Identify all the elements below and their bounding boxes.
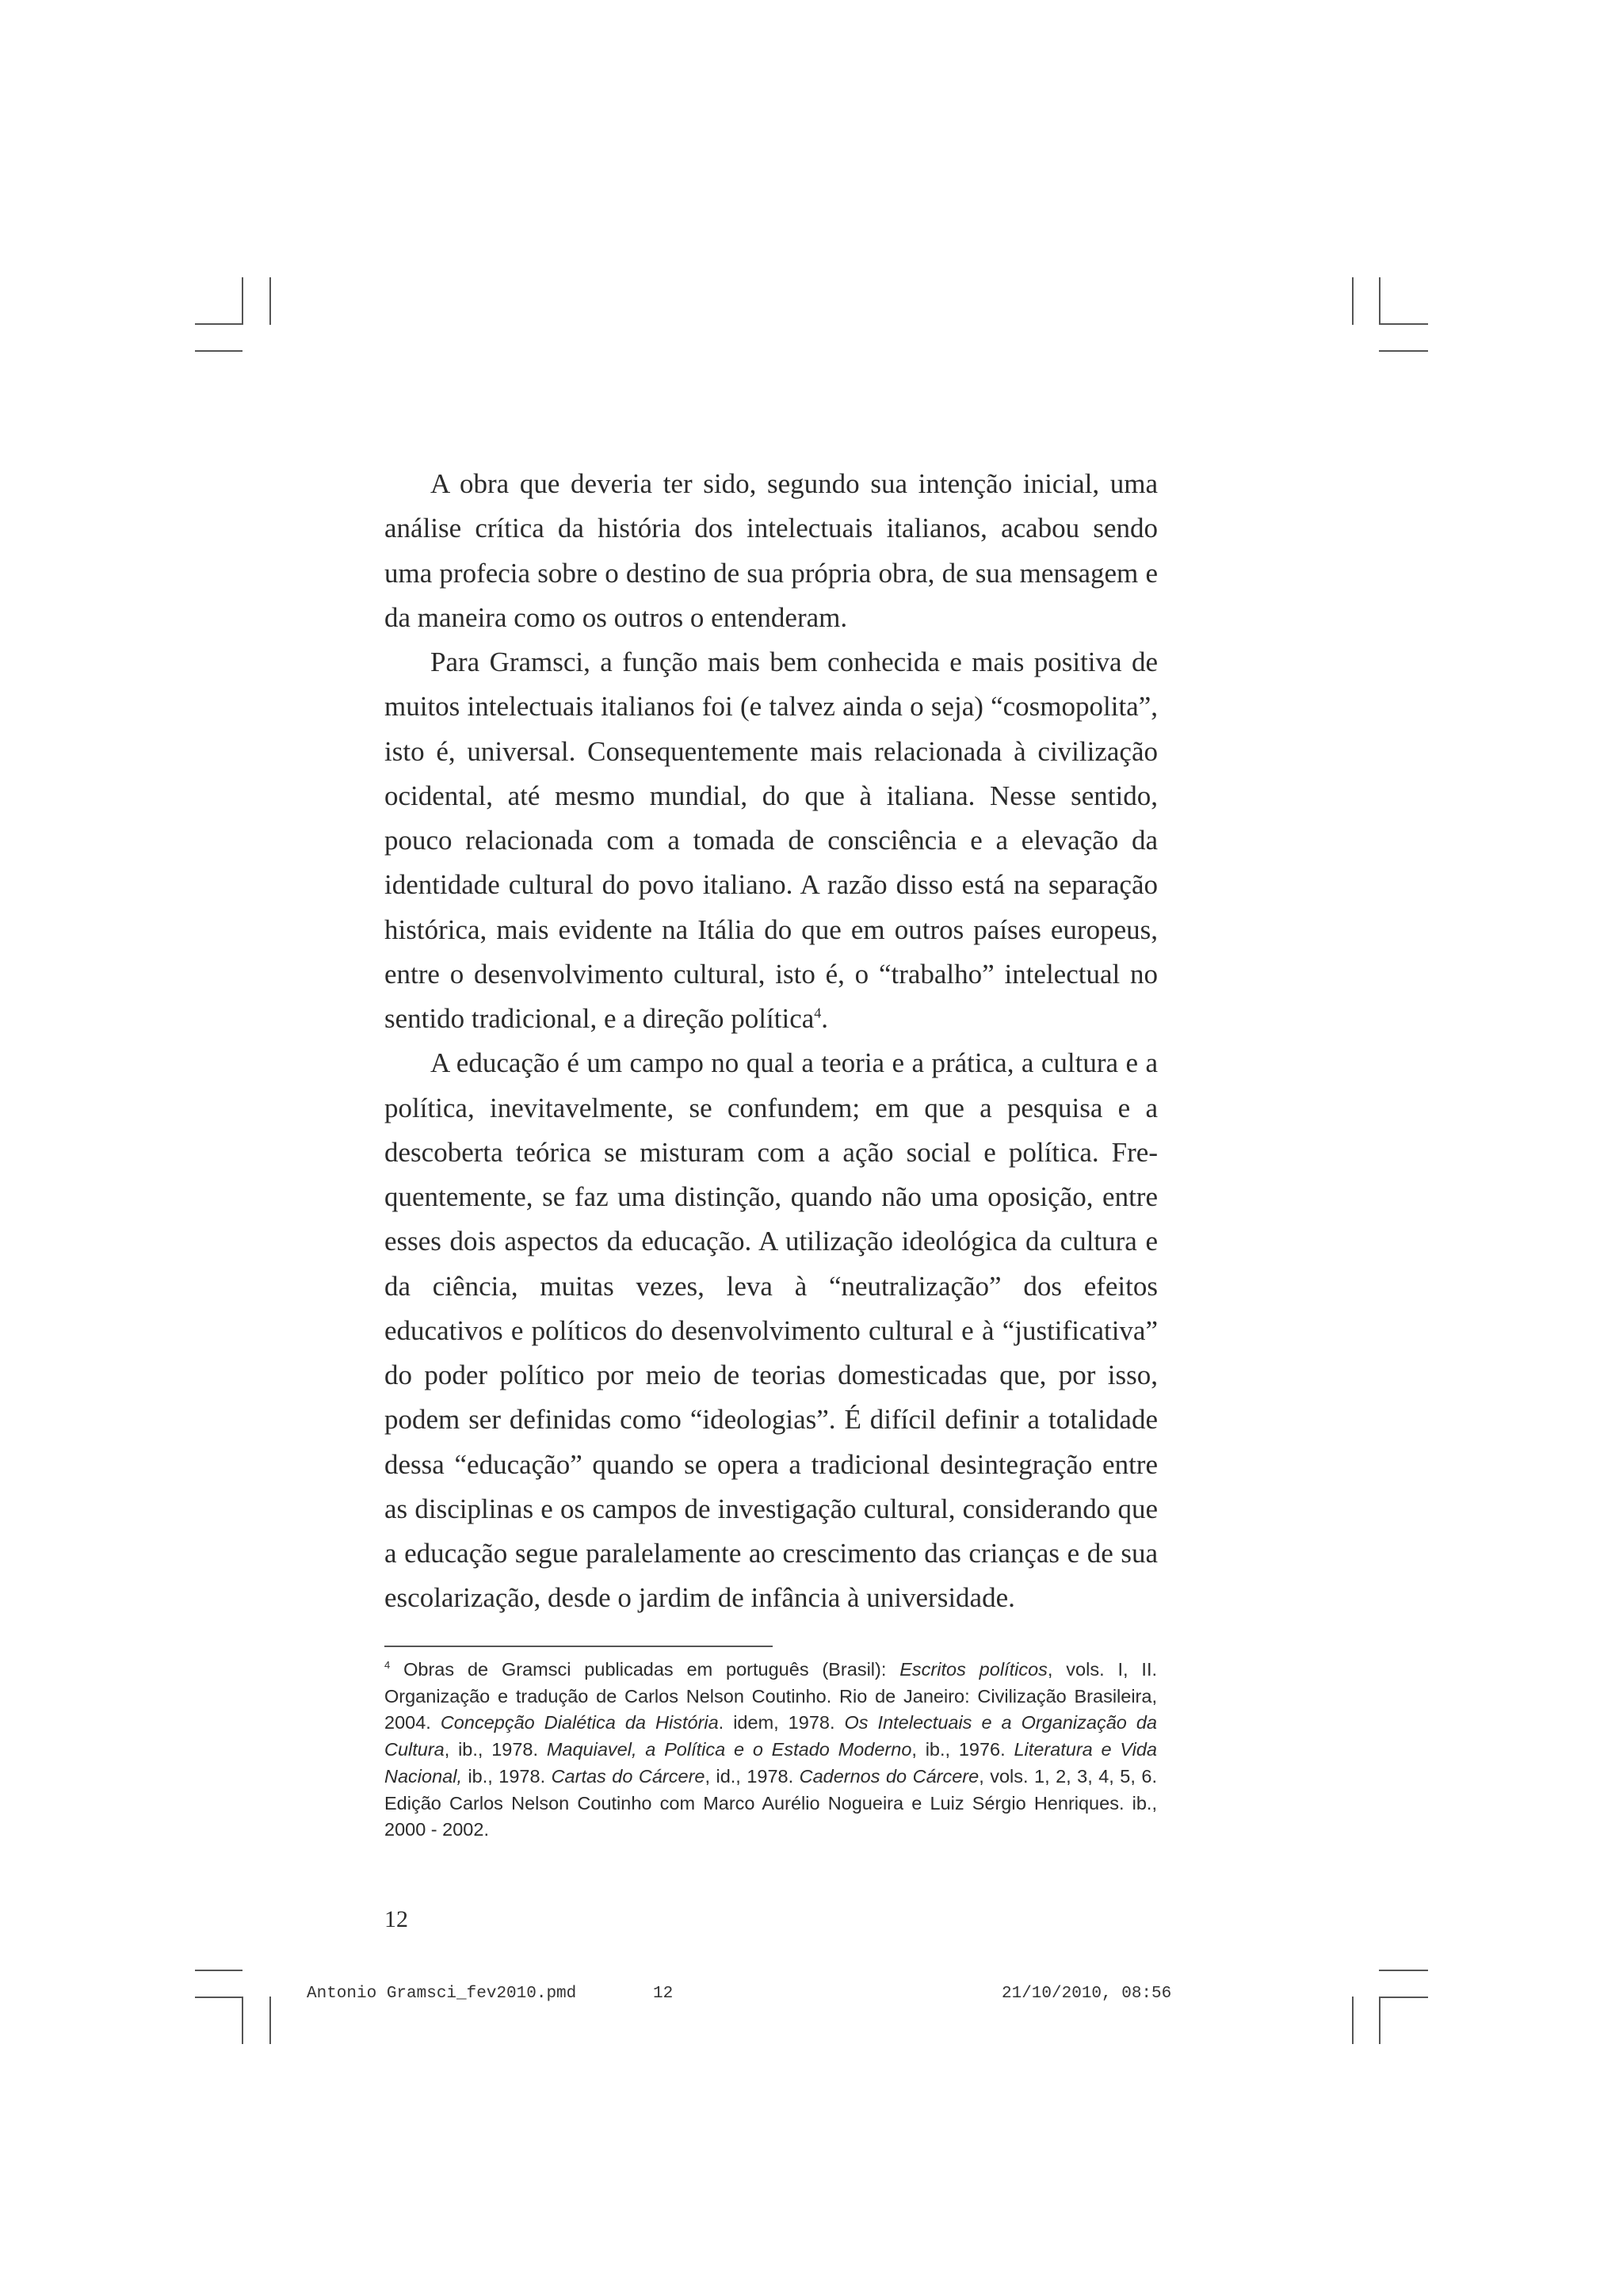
- footnote-rule: [384, 1646, 773, 1647]
- crop-mark: [1352, 1997, 1354, 2044]
- footnote-text: . idem, 1978.: [718, 1712, 845, 1733]
- book-title: Maquiavel, a Política e o Estado Moderno: [546, 1739, 912, 1760]
- paragraph-end: .: [821, 1003, 829, 1034]
- paragraph: A educação é um campo no qual a teoria e a prática, a cultura e a política, inevitavelmente, se confundem; em que a pesquisa e a descoberta teórica se misturam com a ação social e política. Frequentemente, se faz uma distinção, quando não uma oposição, entre esses dois aspectos da educação. A utilização ideológica da cultura e da ciência, muitas vezes, leva à “neutralização” dos efeitos educativos e políticos do desenvolvimento cultural e à “justificativa” do poder político por meio de teorias domesticadas que, por isso, podem ser definidas como “ideologias”. É difícil definir a totalidade dessa “educação” quando se opera a tradicional desintegração entre as disciplinas e os campos de investigação cultural, considerando que a educação segue paralelamente ao crescimento das crianças e de sua escolarização, desde o jardim de infância à universidade.: [384, 1047, 1158, 1614]
- footnote-text: Obras de Gramsci publicadas em português (Brasil):: [390, 1659, 900, 1680]
- footnote-mark: 4: [384, 1659, 391, 1672]
- footnote-text: , ib., 1976.: [911, 1739, 1014, 1760]
- crop-mark: [195, 323, 242, 325]
- book-title: Escritos políticos: [899, 1659, 1048, 1680]
- paragraph-text: Para Gramsci, a função mais bem conhecida e mais positiva de muitos intelectuais italianos foi (e talvez ainda o seja) “cosmopolita”, isto é, universal. Consequentemente mais relacionada à civilização ocidental, até mesmo mundial, do que à italiana. Nesse sentido, pouco relacionada com a tomada de consciência e a elevação da identidade cultural do povo italiano. A razão disso está na separação histórica, mais evidente na Itália do que em outros países europeus, entre o desenvolvimento cultural, isto é, o “trabalho” intelectual no sentido tradicional, e a direção política: [384, 646, 1158, 1034]
- footnote-text: , vols. I, II. Organização e tradução de Carlos Nelson Coutinho. Rio de Janeiro: Civilização Brasileira, 2004.: [384, 1659, 1157, 1733]
- crop-mark: [269, 277, 271, 325]
- crop-mark: [1379, 1997, 1381, 2044]
- crop-mark: [1352, 277, 1354, 325]
- book-title: Concepção Dialética da História: [440, 1712, 719, 1733]
- footnote-text: , id., 1978.: [705, 1765, 800, 1787]
- crop-mark: [242, 1997, 243, 2044]
- footnote-text: ib., 1978.: [461, 1765, 552, 1787]
- crop-mark: [1379, 277, 1381, 325]
- crop-mark: [195, 350, 242, 352]
- crop-mark: [1379, 1997, 1428, 1998]
- footnote-text: , vols. 1, 2, 3, 4, 5, 6. Edição Carlos Nelson Coutinho com Marco Aurélio Nogueira e Luiz Sérgio Henriques. ib., 2000 - 2002.: [384, 1765, 1157, 1840]
- footnote-text: , ib., 1978.: [444, 1739, 547, 1760]
- book-title: Os Intelectuais e a Organização da Cultura: [384, 1712, 1157, 1760]
- slug-datetime: 21/10/2010, 08:56: [1002, 1985, 1172, 2003]
- crop-mark: [242, 277, 243, 325]
- footnote: [384, 1657, 1157, 1844]
- crop-mark: [195, 1970, 242, 1971]
- book-title: Cadernos do Cárcere: [799, 1765, 980, 1787]
- slug-page: 12: [653, 1985, 674, 2003]
- paragraph: A obra que deveria ter sido, segundo sua intenção inicial, uma análise crítica da história dos intelectuais italianos, acabou sendo uma profecia sobre o destino de sua própria obra, de sua mensagem e da maneira como os outros o entenderam.: [384, 468, 1158, 633]
- crop-mark: [195, 1997, 242, 1998]
- body-text: [384, 462, 1158, 1621]
- book-title: Cartas do Cárcere: [551, 1765, 705, 1787]
- crop-mark: [1379, 323, 1428, 325]
- page-number: 12: [384, 1906, 408, 1932]
- slug-filename: Antonio Gramsci_fev2010.pmd: [307, 1985, 577, 2003]
- crop-mark: [269, 1997, 271, 2044]
- crop-mark: [1379, 350, 1428, 352]
- footnote-reference[interactable]: 4: [814, 1005, 822, 1021]
- book-title: Literatura e Vida Nacional,: [384, 1739, 1157, 1787]
- crop-mark: [1379, 1970, 1428, 1971]
- paragraph: [384, 640, 1158, 1041]
